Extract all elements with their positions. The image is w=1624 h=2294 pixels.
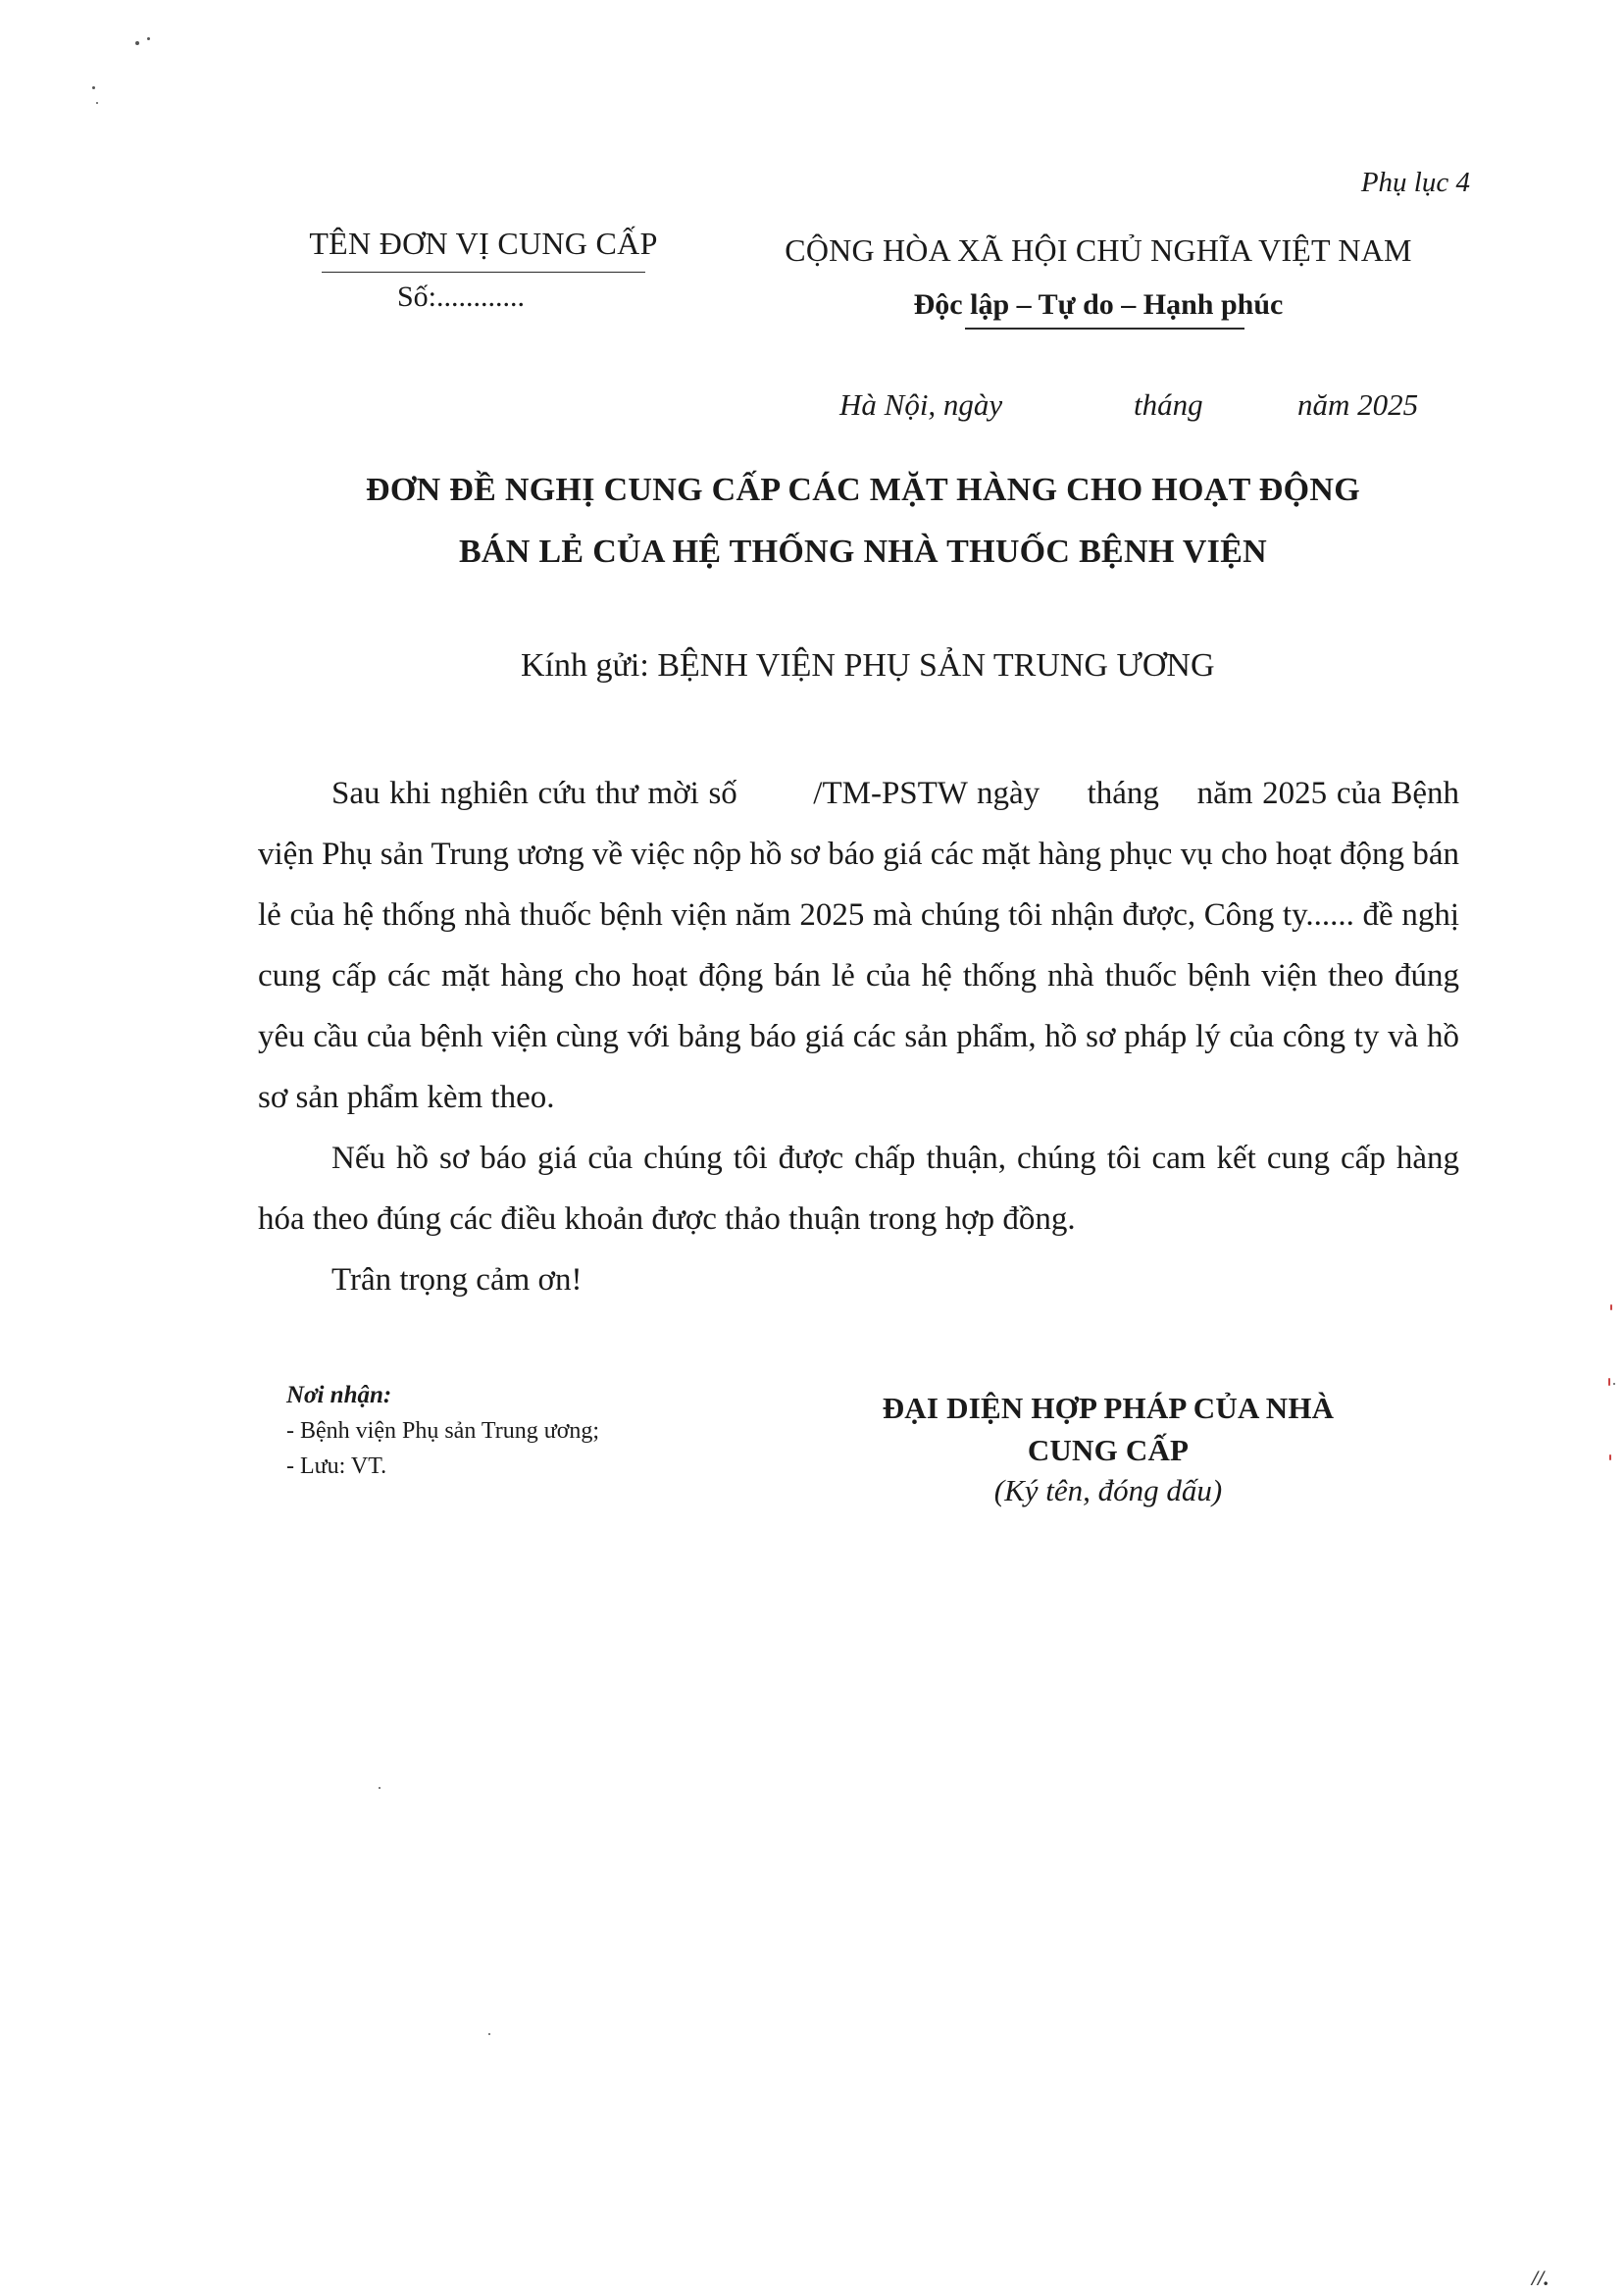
receiver-item: - Lưu: VT.: [286, 1453, 387, 1479]
motto-divider: [965, 328, 1244, 330]
signature-title-line-1: ĐẠI DIỆN HỢP PHÁP CỦA NHÀ: [882, 1391, 1335, 1425]
date-line: [839, 387, 1418, 423]
scan-speck: [1609, 1454, 1611, 1460]
date-prefix: Hà Nội, ngày: [839, 387, 1003, 422]
receivers-block: [286, 1378, 599, 1484]
national-header: [726, 232, 1471, 330]
title-line-1: ĐƠN ĐỀ NGHỊ CUNG CẤP CÁC MẶT HÀNG CHO HOẠT ĐỘNG: [366, 472, 1360, 508]
supplier-unit-block: [282, 226, 685, 314]
appendix-label: Phụ lục 4: [1360, 167, 1470, 198]
date-year: năm 2025: [1297, 387, 1419, 422]
scan-speck: [135, 41, 139, 45]
document-title: [294, 459, 1432, 583]
supplier-unit-divider: [322, 272, 645, 273]
scan-speck: [92, 86, 95, 89]
recipient-line: Kính gửi: BỆNH VIỆN PHỤ SẢN TRUNG ƯƠNG: [521, 647, 1215, 684]
signature-block: [853, 1387, 1363, 1508]
letter-body: [258, 763, 1468, 1310]
scan-speck: [1613, 1383, 1615, 1385]
scan-speck: [147, 37, 150, 40]
signature-note: (Ký tên, đóng dấu): [993, 1473, 1223, 1507]
scan-speck: [379, 1787, 381, 1789]
receiver-item: - Bệnh viện Phụ sản Trung ương;: [286, 1418, 600, 1444]
national-motto: Độc lập – Tự do – Hạnh phúc: [913, 288, 1284, 321]
scan-speck: [1608, 1378, 1610, 1386]
scan-speck: [96, 102, 98, 104]
closing-line: Trân trọng cảm ơn!: [331, 1262, 583, 1298]
body-paragraph-1: Sau khi nghiên cứu thư mời số /TM-PSTW ngày tháng năm 2025 của Bệnh viện Phụ sản Trung ương về việc nộp hồ sơ báo giá các mặt hàng phục vụ cho hoạt động bán lẻ của hệ thống nhà thuốc bệnh viện năm 2025 mà chúng tôi nhận được, Công ty...... đề nghị cung cấp các mặt hàng cho hoạt động bán lẻ của hệ thống nhà thuốc bệnh viện theo đúng yêu cầu của bệnh viện cùng với bảng báo giá các sản phẩm, hồ sơ pháp lý của công ty và hồ sơ sản phẩm kèm theo.: [258, 776, 1468, 1115]
title-line-2: BÁN LẺ CỦA HỆ THỐNG NHÀ THUỐC BỆNH VIỆN: [458, 534, 1268, 570]
date-month: tháng: [1134, 387, 1203, 422]
nation-name: CỘNG HÒA XÃ HỘI CHỦ NGHĨA VIỆT NAM: [785, 232, 1412, 268]
supplier-unit-name: TÊN ĐƠN VỊ CUNG CẤP: [309, 226, 658, 261]
scan-speck: [488, 2033, 490, 2035]
document-number: Số:............: [396, 280, 526, 313]
page-mark: //.: [1532, 2266, 1549, 2290]
signature-title-line-2: CUNG CẤP: [1027, 1433, 1190, 1467]
receivers-title: Nơi nhận:: [286, 1382, 392, 1408]
scan-speck: [1610, 1304, 1612, 1310]
body-paragraph-2: Nếu hồ sơ báo giá của chúng tôi được chấp thuận, chúng tôi cam kết cung cấp hàng hóa theo đúng các điều khoản được thảo thuận trong hợp đồng.: [258, 1141, 1459, 1237]
